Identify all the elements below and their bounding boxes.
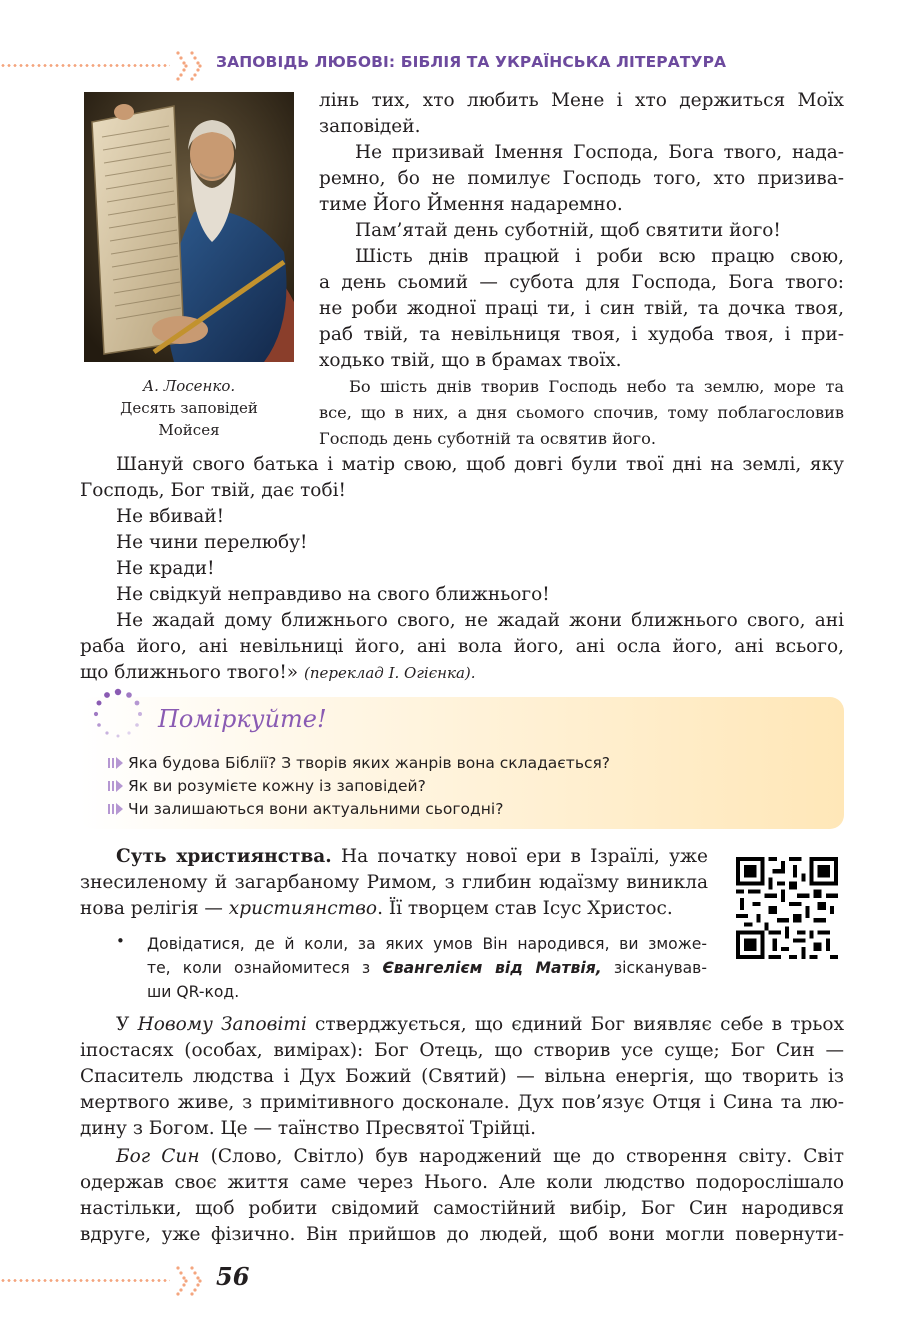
text-line: Не жадай дому ближнього свого, не жадай жони ближнього свого, ані xyxy=(116,610,844,631)
text-line: Не кради! xyxy=(116,558,215,579)
question-text: Чи залишаються вони актуальними сьогодні? xyxy=(128,800,504,818)
text-line: мертвого живе, з примітивного досконале. Дух пов’язує Отця і Сина та лю- xyxy=(80,1092,844,1113)
header-dots xyxy=(0,64,170,67)
chevron-right-icon xyxy=(190,49,202,81)
text-line: ши QR-код. xyxy=(147,983,240,1001)
running-header xyxy=(0,42,918,82)
text-line: все, що в них, а дня сьомого спочив, тому поблагословив xyxy=(319,403,844,422)
text-line: Не свідкуй неправдиво на свого ближнього! xyxy=(116,584,550,605)
text-line: лінь тих, хто любить Мене і хто держиться Моїх xyxy=(319,90,844,111)
qr-code[interactable] xyxy=(736,857,838,959)
moses-painting xyxy=(84,92,294,362)
text-line: Не чини перелюбу! xyxy=(116,532,308,553)
bullet-symbol: • xyxy=(116,932,125,950)
text-line: знесиленому й загарбаному Римом, з глибин юдаїзму виникла xyxy=(80,872,708,893)
text-line: Шануй свого батька і матір свою, щоб довгі були твої дні на землі, яку xyxy=(116,454,844,475)
caption-author: А. Лосенко. xyxy=(142,377,236,395)
text-line: раба його, ані невільниці його, ані вола його, ані осла його, ані всього, xyxy=(80,636,844,657)
text-line: Господь, Бог твій, дає тобі! xyxy=(80,480,346,501)
think-title: Поміркуйте! xyxy=(158,705,327,733)
caption-title: Мойсея xyxy=(158,421,220,439)
gospel-title: Євангелієм від Матвія, xyxy=(382,959,602,977)
text-span: нова релігія — xyxy=(80,898,229,919)
text-line xyxy=(80,1144,844,1170)
question-text: Яка будова Біблії? З творів яких жанрів вона складається? xyxy=(128,754,611,772)
term: Новому Заповіті xyxy=(137,1014,307,1035)
text-line: Спаситель людства і Дух Божий (Святий) — вільна енергія, що творить із xyxy=(80,1066,844,1087)
term: Бог Син xyxy=(116,1146,200,1167)
text-span: У xyxy=(116,1014,138,1035)
chevron-right-icon xyxy=(176,1264,188,1296)
text-line xyxy=(147,956,707,980)
page-number: 56 xyxy=(216,1262,250,1291)
text-line xyxy=(80,660,844,686)
arrow-right-icon xyxy=(108,757,124,769)
text-line: а день сьомий — субота для Господа, Бога твого: xyxy=(319,272,844,293)
text-line: ходько твій, що в брамах твоїх. xyxy=(319,350,622,371)
text-span: На початку нової ери в Ізраїлі, уже xyxy=(331,846,708,867)
text-line: заповідей. xyxy=(319,116,421,137)
christianity-paragraph xyxy=(80,844,708,922)
chevron-right-icon xyxy=(190,1264,202,1296)
text-line xyxy=(80,844,708,870)
text-line xyxy=(80,896,708,922)
arrow-right-icon xyxy=(108,780,124,792)
question-item xyxy=(108,776,426,796)
text-line: Бо шість днів творив Господь небо та землю, море та xyxy=(349,377,844,396)
term: християнство xyxy=(228,898,378,919)
footer-dots xyxy=(0,1279,170,1282)
text-line: тиме Його Ймення надаремно. xyxy=(319,194,623,215)
sabbath-paragraph xyxy=(319,374,844,452)
trinity-paragraph xyxy=(80,1012,844,1142)
question-item xyxy=(108,799,503,819)
translation-note: (переклад І. Огієнка). xyxy=(303,664,476,682)
text-line: Пам’ятай день суботній, щоб святити його! xyxy=(355,220,781,241)
figure-caption xyxy=(84,375,294,441)
commandments-list xyxy=(80,452,844,686)
text-line: Не вбивай! xyxy=(116,506,225,527)
commandments-paragraph xyxy=(319,88,844,374)
qr-instruction xyxy=(147,932,707,1004)
son-paragraph xyxy=(80,1144,844,1248)
arrow-right-icon xyxy=(108,803,124,815)
caption-title: Десять заповідей xyxy=(120,399,258,417)
section-heading: Суть християнства. xyxy=(116,846,332,867)
chevron-right-icon xyxy=(176,49,188,81)
text-line: вдруге, уже фізично. Він прийшов до людей, щоб вони могли повернути- xyxy=(80,1224,844,1245)
text-line: раб твій, та невільниця твоя, і худоба твоя, і при- xyxy=(319,324,844,345)
quote-end: що ближнього твого!» xyxy=(80,662,299,683)
text-line: дину з Богом. Це — таїнство Пресвятої Трійці. xyxy=(80,1118,537,1139)
dots-ring-icon xyxy=(92,688,144,740)
text-span: зісканував- xyxy=(601,959,708,977)
text-span: те, коли ознайомитеся з xyxy=(147,959,383,977)
text-line: одержав своє життя саме через Нього. Але коли людство подорослішало xyxy=(80,1172,844,1193)
text-span: (Слово, Світло) був народжений ще до створення світу. Світ xyxy=(199,1146,845,1167)
text-span: . Її творцем став Ісус Христос. xyxy=(377,898,673,919)
text-line: ремно, бо не помилує Господь того, хто призива- xyxy=(319,168,844,189)
text-line: не роби жодної праці ти, і син твій, та дочка твоя, xyxy=(319,298,844,319)
question-text: Як ви розумієте кожну із заповідей? xyxy=(128,777,426,795)
text-line: Довідатися, де й коли, за яких умов Він народився, ви зможе- xyxy=(147,935,707,953)
text-line: іпостасях (особах, вимірах): Бог Отець, що створив усе суще; Бог Син — xyxy=(80,1040,844,1061)
text-line: Шість днів працюй і роби всю працю свою, xyxy=(355,246,844,267)
text-line: Не призивай Імення Господа, Бога твого, нада- xyxy=(355,142,844,163)
text-line: Господь день суботній та освятив його. xyxy=(319,429,657,448)
text-span: стверджується, що єдиний Бог виявляє себе в трьох xyxy=(306,1014,844,1035)
question-item xyxy=(108,753,610,773)
text-line: настільки, щоб робити свідомий самостійний вибір, Бог Син народився xyxy=(80,1198,844,1219)
chapter-title: ЗАПОВІДЬ ЛЮБОВІ: БІБЛІЯ ТА УКРАЇНСЬКА ЛІТЕРАТУРА xyxy=(216,53,727,71)
text-line xyxy=(80,1012,844,1038)
